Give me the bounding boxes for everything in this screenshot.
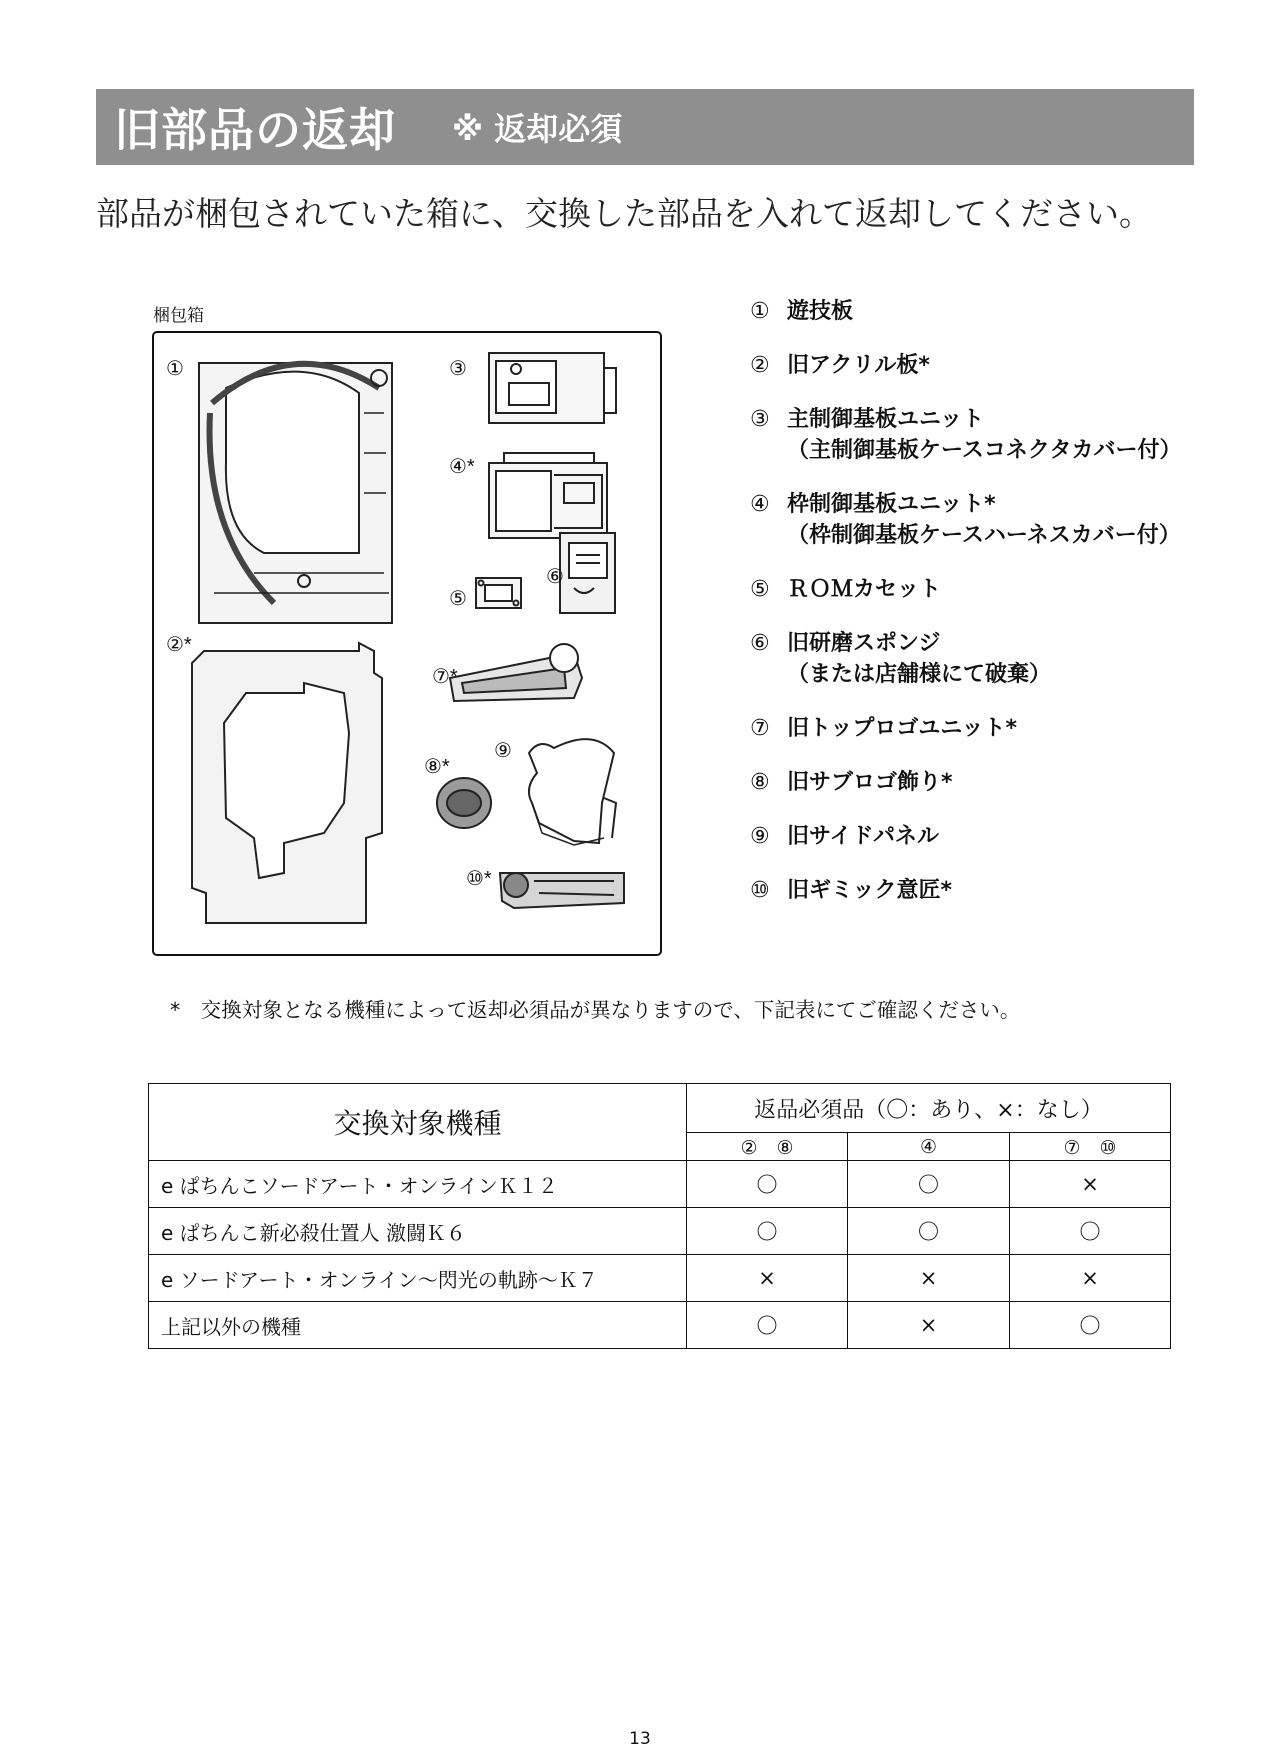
marker-5: ⑤	[449, 588, 467, 610]
marker-7: ⑦*	[432, 666, 458, 688]
marker-10: ⑩*	[466, 868, 492, 890]
parts-list-item	[750, 296, 1220, 327]
table-header-row	[149, 1084, 1171, 1133]
sponge-bag-illustration	[560, 533, 615, 613]
return-column-header: 返品必須品（〇：あり、×：なし）	[687, 1084, 1171, 1133]
model-name: e ソードアート・オンライン～閃光の軌跡～Ｋ７	[149, 1255, 687, 1302]
frame-control-board-illustration	[489, 453, 607, 538]
marker-2: ②*	[166, 634, 192, 656]
column-header-4: ④	[848, 1133, 1010, 1161]
part-number: ⑨	[750, 824, 770, 849]
part-number: ①	[750, 299, 770, 324]
return-requirements-table	[148, 1083, 1171, 1349]
part-number: ②	[750, 353, 770, 378]
packing-box-diagram	[152, 331, 662, 956]
marker-9: ⑨	[494, 740, 512, 762]
part-name: 旧アクリル板*	[787, 353, 930, 378]
parts-list-item	[750, 767, 1220, 798]
part-number: ⑩	[750, 878, 770, 903]
marker-4: ④*	[449, 456, 475, 478]
table-row	[149, 1161, 1171, 1208]
part-name: 主制御基板ユニット （主制御基板ケースコネクタカバー付）	[787, 407, 1182, 463]
model-name: e ぱちんこソードアート・オンラインＫ１２	[149, 1161, 687, 1208]
parts-list-item	[750, 713, 1220, 744]
part-number: ③	[750, 407, 770, 432]
part-number: ④	[750, 492, 770, 517]
part-name: 旧研磨スポンジ （または店舗様にて破棄）	[787, 631, 1052, 687]
model-name: 上記以外の機種	[149, 1302, 687, 1349]
table-row	[149, 1255, 1171, 1302]
mark-cell: ×	[1010, 1255, 1171, 1302]
marker-1: ①	[166, 358, 184, 380]
parts-list-item	[750, 628, 1220, 690]
part-name: 旧サイドパネル	[787, 824, 940, 849]
mark-cell: 〇	[1010, 1302, 1171, 1349]
mark-cell: 〇	[848, 1208, 1010, 1255]
part-number: ⑥	[750, 631, 770, 656]
part-name: 旧サブロゴ飾り*	[787, 770, 953, 795]
column-header-2-8: ② ⑧	[687, 1133, 848, 1161]
table-row	[149, 1208, 1171, 1255]
required-note: ※ 返却必須	[452, 110, 623, 148]
part-name: 枠制御基板ユニット* （枠制御基板ケースハーネスカバー付）	[787, 492, 1181, 548]
section-title-bar	[96, 89, 1194, 165]
column-header-7-10: ⑦ ⑩	[1010, 1133, 1171, 1161]
parts-list-item	[750, 350, 1220, 381]
part-number: ⑧	[750, 770, 770, 795]
parts-list-item	[750, 875, 1220, 906]
parts-list-item	[750, 489, 1220, 551]
part-name: ＲＯＭカセット	[787, 577, 942, 602]
top-logo-unit-illustration	[450, 644, 582, 701]
mark-cell: 〇	[1010, 1208, 1171, 1255]
mark-cell: ×	[848, 1255, 1010, 1302]
marker-8: ⑧*	[424, 756, 450, 778]
part-name: 旧ギミック意匠*	[787, 878, 953, 903]
rom-cassette-illustration	[476, 578, 521, 608]
box-label: 梱包箱	[153, 306, 204, 326]
main-control-board-illustration	[489, 353, 616, 423]
part-number: ⑦	[750, 716, 770, 741]
page-number: 13	[629, 1729, 651, 1749]
mark-cell: 〇	[848, 1161, 1010, 1208]
part-name: 旧トップロゴユニット*	[787, 716, 1017, 741]
marker-3: ③	[449, 358, 467, 380]
marker-6: ⑥	[546, 566, 564, 588]
model-column-header: 交換対象機種	[149, 1084, 687, 1161]
mark-cell: 〇	[687, 1302, 848, 1349]
parts-list-item	[750, 821, 1220, 852]
mark-cell: ×	[1010, 1161, 1171, 1208]
model-name: e ぱちんこ新必殺仕置人 激闘Ｋ６	[149, 1208, 687, 1255]
game-board-illustration	[199, 363, 392, 623]
table-row	[149, 1302, 1171, 1349]
parts-illustration	[154, 333, 660, 953]
part-number: ⑤	[750, 577, 770, 602]
side-panel-illustration	[529, 739, 616, 845]
parts-list	[750, 296, 1220, 906]
parts-list-item	[750, 404, 1220, 466]
mark-cell: ×	[848, 1302, 1010, 1349]
mark-cell: 〇	[687, 1208, 848, 1255]
return-table-wrapper	[148, 1083, 1170, 1349]
mark-cell: ×	[687, 1255, 848, 1302]
gimmick-design-illustration	[500, 873, 624, 908]
intro-text: 部品が梱包されていた箱に、交換した部品を入れて返却してください。	[96, 194, 1152, 233]
section-title: 旧部品の返却	[114, 103, 396, 157]
sub-logo-decoration-illustration	[437, 778, 491, 828]
footnote: * 交換対象となる機種によって返却必須品が異なりますので、下記表にてご確認ください。	[170, 998, 1021, 1022]
parts-list-item	[750, 574, 1220, 605]
part-name: 遊技板	[787, 299, 854, 324]
acrylic-plate-illustration	[192, 643, 382, 923]
mark-cell: 〇	[687, 1161, 848, 1208]
